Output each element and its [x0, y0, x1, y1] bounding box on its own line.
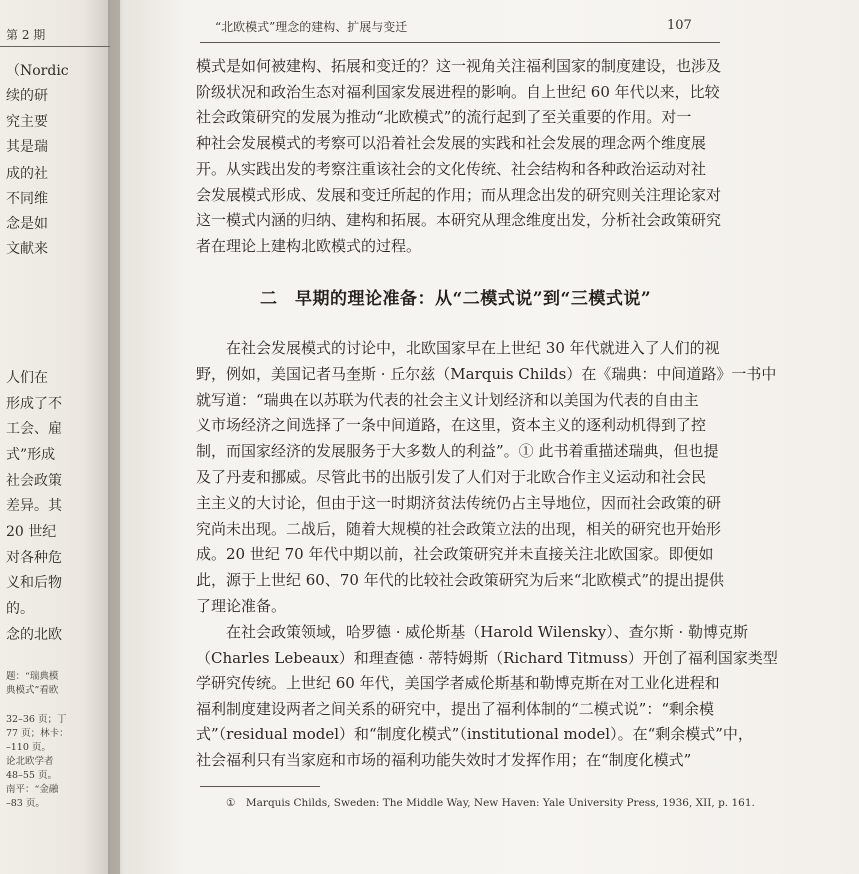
paragraph-line: 野，例如，美国记者马奎斯 · 丘尔兹（Marquis Childs）在《瑞典：中间道路》一书中: [196, 364, 777, 383]
left-page-text-line: 式”形成: [6, 447, 56, 463]
left-page-footnote-line: 南平：“金融: [6, 784, 59, 795]
paragraph-line: 了理论准备。: [196, 597, 287, 615]
paragraph-line: （Charles Lebeaux）和理查德 · 蒂特姆斯（Richard Titmuss）开创了福利国家类型: [196, 648, 778, 667]
section-title: 二 早期的理论准备：从“二模式说”到“三模式说”: [260, 289, 652, 309]
paragraph-line: 此，源于上世纪 60、70 年代的比较社会政策研究为后来“北欧模式”的提出提供: [196, 571, 725, 590]
paragraph-line: 学研究传统。上世纪 60 年代，美国学者威伦斯基和勒博克斯在对工业化进程和: [196, 674, 720, 693]
left-page-footnote-line: 32–36 页；丁: [6, 714, 67, 725]
paragraph-line: 义市场经济之间选择了一条中间道路，在这里，资本主义的逐利动机得到了控: [196, 416, 707, 435]
left-page-header-rule: [0, 46, 110, 47]
running-header-title: “北欧模式”理念的建构、扩展与变迁: [215, 20, 408, 34]
left-page-text-line: 文献来: [6, 241, 48, 257]
left-page: [0, 0, 120, 874]
left-page-text-line: 其是瑞: [6, 139, 48, 155]
left-page-text-line: （Nordic: [6, 63, 69, 79]
paragraph-line: 就写道：“瑞典在以苏联为代表的社会主义计划经济和以美国为代表的自由主: [196, 390, 699, 409]
left-page-text-line: 对各种危: [6, 550, 62, 566]
left-page-text-line: 差异。其: [6, 498, 62, 514]
left-page-footnote-line: 77 页；林卡：: [6, 728, 69, 739]
left-page-text-line: 人们在: [6, 370, 48, 386]
left-page-text-line: 念的北欧: [6, 627, 62, 643]
paragraph-line: 福利制度建设两者之间关系的研究中，提出了福利体制的“二模式说”：“剩余模: [196, 699, 715, 718]
left-page-text-line: 念是如: [6, 216, 48, 232]
left-page-footnote-line: 典模式”看欧: [6, 685, 59, 696]
left-page-text-line: 续的研: [6, 88, 48, 104]
paragraph-line: 者在理论上建构北欧模式的过程。: [196, 236, 422, 255]
paragraph-line: 开。从实践出发的考察注重该社会的文化传统、社会结构和各种政治运动对社: [196, 159, 707, 178]
left-page-footnote-line: 题：“瑞典模: [6, 671, 59, 682]
page-number: 107: [667, 18, 692, 33]
paragraph-line: 阶级状况和政治生态对福利国家发展进程的影响。自上世纪 60 年代以来，比较: [196, 82, 720, 101]
left-page-text-line: 工会、雇: [6, 421, 62, 437]
left-page-footnote-line: –83 页。: [6, 798, 45, 809]
left-page-text-line: 社会政策: [6, 473, 62, 489]
left-page-text-line: 不同维: [6, 191, 48, 207]
paragraph-line: 究尚未出现。二战后，随着大规模的社会政策立法的出现，相关的研究也开始形: [196, 519, 722, 538]
left-page-text-line: 的。: [6, 601, 34, 617]
paragraph-line: 在社会发展模式的讨论中，北欧国家早在上世纪 30 年代就进入了人们的视: [196, 339, 720, 357]
left-page-text-line: 成的社: [6, 166, 48, 182]
header-rule: [200, 42, 720, 43]
paragraph-line: 这一模式内涵的归纳、建构和拓展。本研究从理念维度出发，分析社会政策研究: [196, 211, 722, 230]
left-page-footnote-line: 48–55 页。: [6, 770, 57, 781]
paragraph-line: 社会福利只有当家庭和市场的福利功能失效时才发挥作用；在“制度化模式”: [196, 751, 692, 769]
paragraph-line: 会发展模式形成、发展和变迁所起的作用；而从理念出发的研究则关注理论家对: [196, 185, 722, 204]
paragraph-line: 模式是如何被建构、拓展和变迁的？这一视角关注福利国家的制度建设，也涉及: [196, 57, 722, 75]
left-page-footnote-line: 论北欧学者: [6, 756, 54, 767]
footnote: ① Marquis Childs, Sweden: The Middle Way, New Haven: Yale University Press, 1936, XII, p. 161.: [226, 797, 755, 809]
paragraph-line: 主主义的大讨论，但由于这一时期济贫法传统仍占主导地位，因而社会政策的研: [196, 493, 722, 512]
footnote-rule: [200, 786, 320, 787]
left-page-header: 第 2 期: [6, 28, 46, 42]
left-page-footnote-line: –110 页。: [6, 742, 51, 753]
paragraph-line: 种社会发展模式的考察可以沿着社会发展的实践和社会发展的理念两个维度展: [196, 134, 707, 153]
paragraph-line: 成。20 世纪 70 年代中期以前，社会政策研究并未直接关注北欧国家。即便如: [196, 545, 714, 564]
left-page-text-line: 形成了不: [6, 396, 62, 412]
paragraph-line: 在社会政策领域，哈罗德 · 威伦斯基（Harold Wilensky）、查尔斯 · 勒博克斯: [196, 623, 749, 641]
paragraph-line: 社会政策研究的发展为推动“北欧模式”的流行起到了至关重要的作用。对一: [196, 108, 692, 127]
paragraph-line: 式”（residual model）和“制度化模式”（institutional model）。在“剩余模式”中，: [196, 725, 753, 744]
paragraph-line: 及了丹麦和挪威。尽管此书的出版引发了人们对于北欧合作主义运动和社会民: [196, 468, 707, 486]
left-page-text-line: 义和后物: [6, 575, 62, 591]
left-page-text-line: 20 世纪: [6, 524, 57, 540]
paragraph-line: 制，而国家经济的发展服务于大多数人的利益”。① 此书着重描述瑞典，但也提: [196, 442, 719, 461]
left-page-text-line: 究主要: [6, 114, 48, 130]
